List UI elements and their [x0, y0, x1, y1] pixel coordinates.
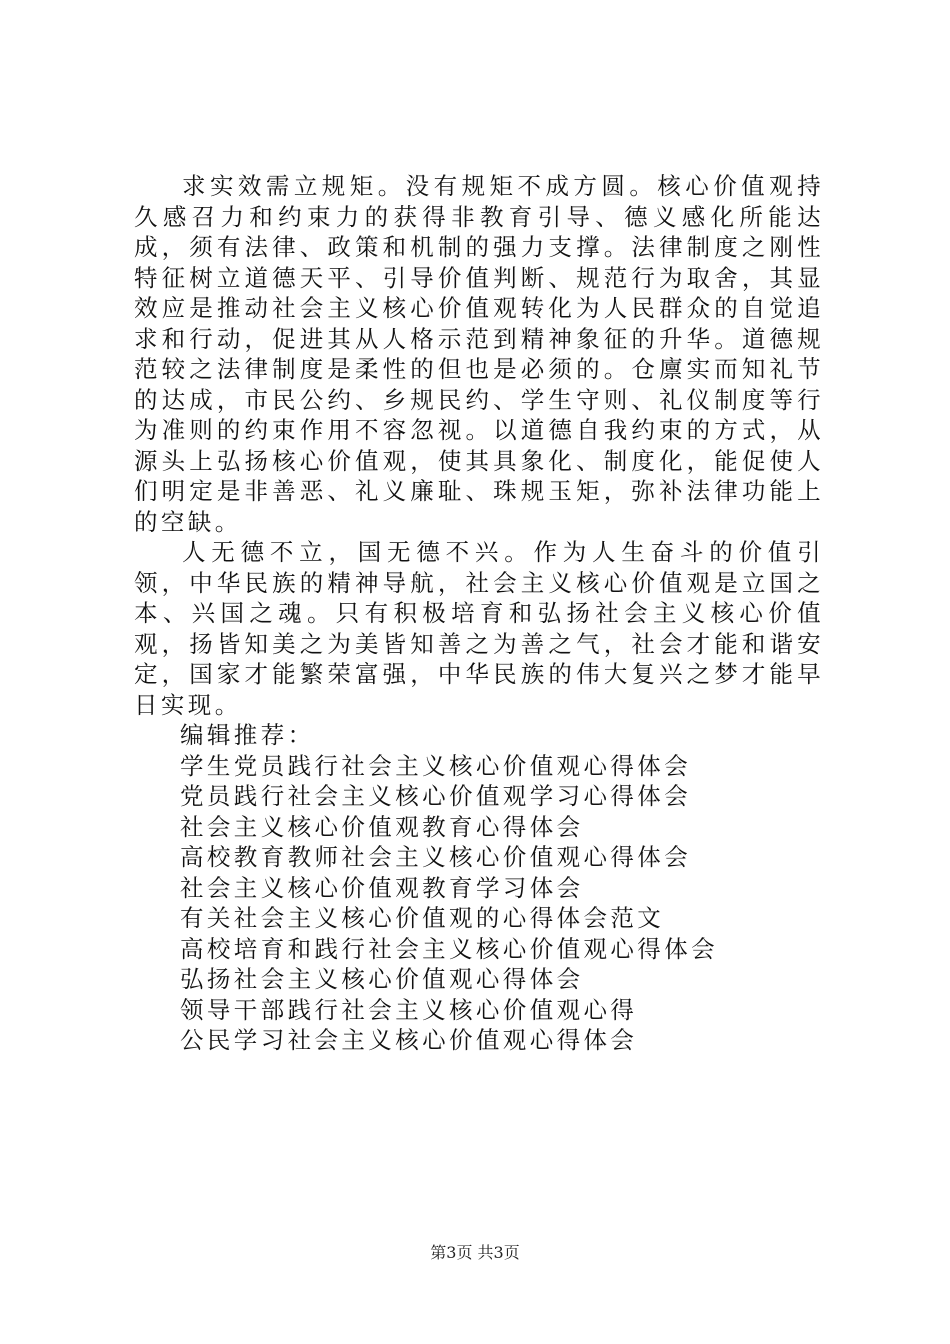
recommend-link[interactable]: 领导干部践行社会主义核心价值观心得	[180, 995, 638, 1024]
recommend-link[interactable]: 社会主义核心价值观教育学习体会	[180, 873, 584, 902]
document-body	[134, 171, 824, 1056]
paragraph-virtue: 人无德不立，国无德不兴。作为人生奋斗的价值引领，中华民族的精神导航，社会主义核心价值观是立国之本、兴国之魂。只有积极培育和弘扬社会主义核心价值观，扬皆知美之为美皆知善之为善之气，社会才能和谐安定，国家才能繁荣富强，中华民族的伟大复兴之梦才能早日实现。	[134, 538, 824, 719]
recommend-link[interactable]: 社会主义核心价值观教育心得体会	[180, 812, 584, 841]
recommend-link[interactable]: 学生党员践行社会主义核心价值观心得体会	[180, 751, 692, 780]
recommend-link[interactable]: 高校教育教师社会主义核心价值观心得体会	[180, 843, 692, 871]
page-number-footer: 第3页 共3页	[430, 1243, 520, 1262]
recommend-link[interactable]: 高校培育和践行社会主义核心价值观心得体会	[180, 934, 718, 963]
paragraph-rules: 求实效需立规矩。没有规矩不成方圆。核心价值观持久感召力和约束力的获得非教育引导、德义感化所能达成，须有法律、政策和机制的强力支撑。法律制度之刚性特征树立道德天平、引导价值判断、规范行为取舍，其显效应是推动社会主义核心价值观转化为人民群众的自觉追求和行动，促进其从人格示范到精神象征的升华。道德规范较之法律制度是柔性的但也是必须的。仓廪实而知礼节的达成，市民公约、乡规民约、学生守则、礼仪制度等行为准则的约束作用不容忽视。以道德自我约束的方式，从源头上弘扬核心价值观，使其具象化、制度化，能促使人们明定是非善恶、礼义廉耻、珠规玉矩，弥补法律功能上的空缺。	[134, 172, 824, 536]
recommend-heading: 编辑推荐：	[180, 721, 315, 749]
recommend-link[interactable]: 公民学习社会主义核心价值观心得体会	[180, 1026, 638, 1054]
recommend-link[interactable]: 有关社会主义核心价值观的心得体会范文	[180, 904, 665, 932]
recommend-link[interactable]: 党员践行社会主义核心价值观学习心得体会	[180, 782, 692, 810]
recommend-list	[134, 751, 824, 1056]
recommend-link[interactable]: 弘扬社会主义核心价值观心得体会	[180, 965, 584, 993]
